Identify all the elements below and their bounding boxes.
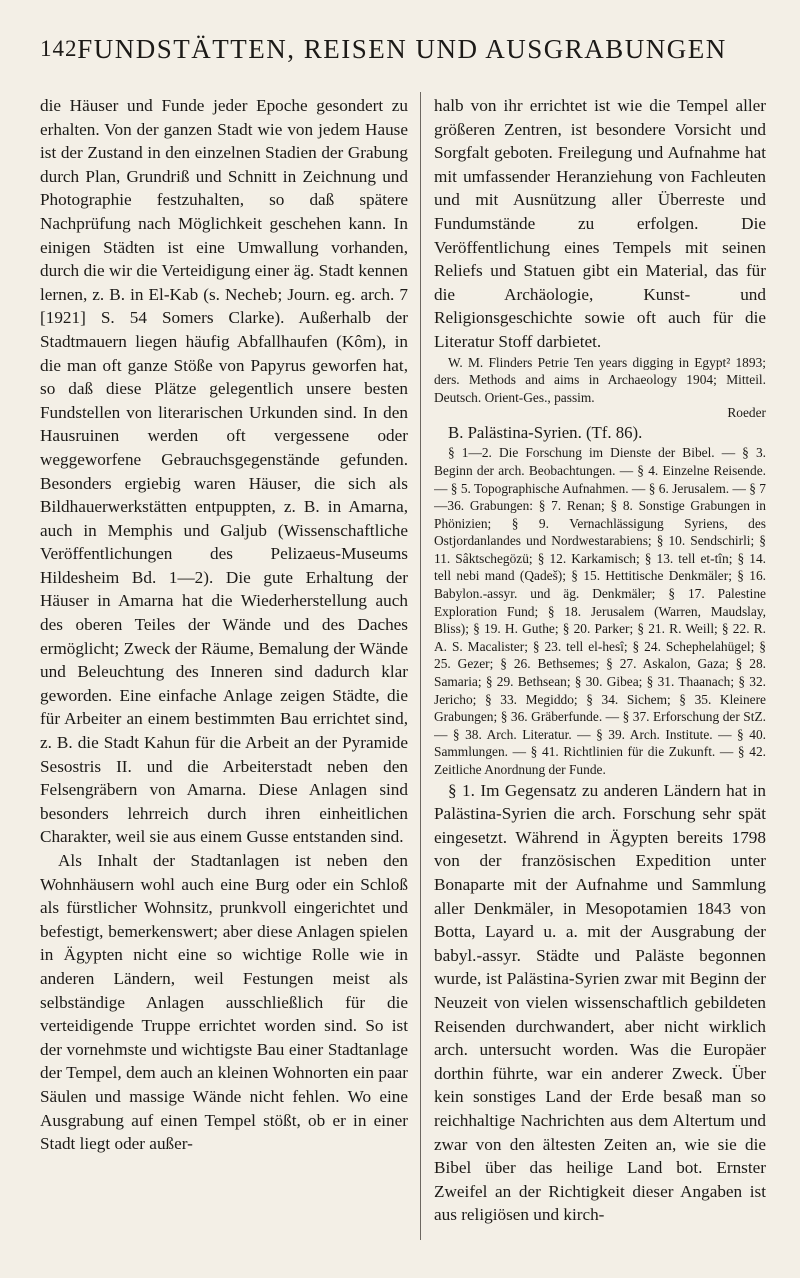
- page-header: [40, 34, 764, 68]
- section-text: § 1. Im Gegensatz zu anderen Ländern hat in Palästina-Syrien die arch. Forschung sehr spät eingesetzt. Während in Ägypten bereits 1798 von der französischen Expedition unter Bonaparte mit der Aufnahme und Sammlung aller Denkmäler, in Mesopotamien 1843 von Botta, Layard u. a. mit der Ausgrabung der babyl.-assyr. Städte und Paläste begonnen wurde, ist Palästina-Syrien zwar mit Beginn der Neuzeit von vielen wissenschaftlich gebildeten Reisenden durchwandert, aber nicht wirklich arch. untersucht worden. Was die Europäer dorthin führte, war ein anderer Zweck. Über kein sonstiges Land der Erde besaß man so reichhaltige Nachrichten aus dem Altertum und zwar von den ältesten Zeiten an, wie sie die Bibel über das heilige Land bot. Ernster Zweifel an der Richtigkeit dieser Angaben ist aus religiösen und kirch-: [434, 780, 766, 1225]
- running-title: FUNDSTÄTTEN, REISEN UND AUSGRABUNGEN: [77, 34, 727, 64]
- body-paragraph: halb von ihr errichtet ist wie die Tempel aller größeren Zentren, ist besondere Vorsicht und Sorgfalt geboten. Freilegung und Aufnahme hat mit umfassender Heranziehung von Fachleuten und mit Ausnützung aller Überreste und Fundumstände zu erfolgen. Die Veröffentlichung eines Tempels mit seinen Reliefs und Statuen gibt ein Material, das für die Archäologie, Kunst- und Religionsgeschichte sowie oft auch für die Literatur Stoff darbietet.: [434, 96, 766, 351]
- bibliography-reference: W. M. Flinders Petrie Ten years digging in Egypt² 1893; ders. Methods and aims in Archaeology 1904; Mitteil. Deutsch. Orient-Ges., passim.: [434, 354, 766, 405]
- author-signature: Roeder: [727, 405, 766, 421]
- right-column: [434, 94, 766, 1238]
- section-heading: B. Palästina-Syrien. (Tf. 86).: [448, 423, 643, 443]
- page-number: 142: [40, 36, 78, 61]
- body-paragraph: Als Inhalt der Stadtanlagen ist neben den Wohnhäusern wohl auch eine Burg oder ein Schloß als fürstlicher Wohnsitz, prunkvoll eingerichtet und befestigt, bemerkenswert; aber diese Anlagen spielen in Ägypten nicht eine so wichtige Rolle wie in anderen Ländern, weil Festungen meist als selbständige Anlagen ausschließlich für die verteidigende Truppe errichtet worden sind. So ist der vornehmste und wichtigste Bau einer Stadtanlage der Tempel, dem auch an kleinen Wohnorten ein paar Säulen und massige Wände nicht fehlen. Wo eine Ausgrabung auf einen Tempel stößt, ob er in einer Stadt liegt oder außer-: [40, 851, 408, 1154]
- body-paragraph: die Häuser und Funde jeder Epoche gesondert zu erhalten. Von der ganzen Stadt wie von jedem Hause ist der Zustand in den einzelnen Stadien der Grabung durch Plan, Grundriß und Schnitt in Zeichnung und Photographie festzuhalten, so daß spätere Nachprüfung nach Möglichkeit geschehen kann. In einigen Städten ist eine Umwallung vorhanden, durch die wir die Verteidigung einer äg. Stadt kennen lernen, z. B. in El-Kab (s. Necheb; Journ. eg. arch. 7 [1921] S. 54 Somers Clarke). Außerhalb der Stadtmauern liegen häufig Abfallhaufen (Kôm), in die man oft ganze Stöße von Papyrus geworfen hat, so daß diese Plätze gelegentlich unsere besten Fundstellen von literarischen Urkunden sind. In den Hausruinen werden oft vergessene oder weggeworfene Gebrauchsgegenstände gefunden. Besonders ergiebig waren Häuser, die sich als Bildhauerwerkstätten entpuppten, z. B. in Amarna, auch in Memphis und Galjub (Wissenschaftliche Veröffentlichungen des Pelizaeus-Museums Hildesheim Bd. 1—2). Die gute Erhaltung der Häuser in Amarna hat die Wiederherstellung auch des oberen Teiles der Wände und des Daches ermöglicht; Zweck der Räume, Bemalung der Wände und Beleuchtung des Inneren sind dadurch klar geworden. Eine einfache Anlage zeigen Städte, die für Arbeiter an einem bestimmten Bau errichtet sind, z. B. die Stadt Kahun für die Arbeit an der Pyramide Sesostris II. und die Arbeiterstadt neben den Felsengräbern von Amarna. Diese Anlagen sind besonders lehrreich durch ihren einheitlichen Charakter, weil sie aus einem Gusse entstanden sind.: [40, 96, 408, 847]
- section-contents: § 1—2. Die Forschung im Dienste der Bibel. — § 3. Beginn der arch. Beobachtungen. — § 4. Einzelne Reisende. — § 5. Topographische Aufnahmen. — § 6. Jerusalem. — § 7—36. Grabungen: § 7. Renan; § 8. Sonstige Grabungen in Phönizien; § 9. Vernachlässigung Syriens, des Ostjordanlandes und Nordwestarabiens; § 10. Sendschirli; § 11. Sâktschegözü; § 12. Karkamisch; § 13. tell et-tîn; § 14. tell nebi mand (Qadeš); § 15. Hettitische Denkmäler; § 16. Babylon.-assyr. und äg. Denkmäler; § 17. Palestine Exploration Fund; § 18. Jerusalem (Warren, Maudslay, Bliss); § 19. H. Guthe; § 20. Parker; § 21. R. Weill; § 22. R. A. S. Macalister; § 23. tell el-hesî; § 24. Schephelahügel; § 25. Gezer; § 26. Bethsemes; § 27. Askalon, Gaza; § 28. Samaria; § 29. Bethsean; § 30. Gibea; § 31. Thaanach; § 32. Jericho; § 33. Megiddo; § 34. Sichem; § 35. Kleinere Grabungen; § 36. Gräberfunde. — § 37. Erforschung der StZ. — § 38. Arch. Literatur. — § 39. Arch. Institute. — § 40. Sammlungen. — § 41. Richtlinien für die Zukunft. — § 42. Zeitliche Anordnung der Funde.: [434, 445, 766, 777]
- left-column: [40, 94, 408, 1238]
- column-divider: [420, 92, 421, 1240]
